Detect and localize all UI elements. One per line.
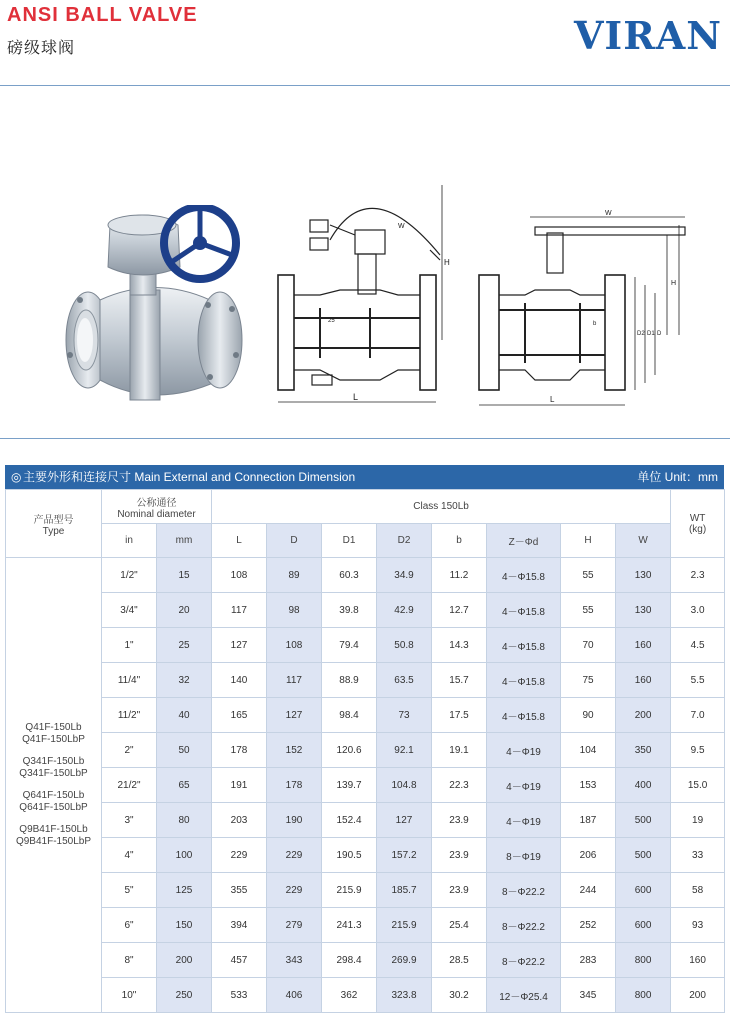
- cell-b: 14.3: [432, 628, 487, 663]
- cell-wt: 4.5: [671, 628, 725, 663]
- cell-D2: 127: [377, 803, 432, 838]
- cell-mm: 15: [157, 558, 212, 593]
- cell-mm: 200: [157, 943, 212, 978]
- cell-D1: 98.4: [322, 698, 377, 733]
- cell-D2: 63.5: [377, 663, 432, 698]
- cell-D1: 298.4: [322, 943, 377, 978]
- cell-wt: 15.0: [671, 768, 725, 803]
- cell-in: 3": [102, 803, 157, 838]
- cell-L: 203: [212, 803, 267, 838]
- cell-z-phi-d: 8－Φ22.2: [487, 943, 561, 978]
- table-title-bar: [5, 465, 724, 489]
- cell-D1: 79.4: [322, 628, 377, 663]
- cell-wt: 7.0: [671, 698, 725, 733]
- cell-wt: 160: [671, 943, 725, 978]
- cell-mm: 125: [157, 873, 212, 908]
- cell-in: 21/2": [102, 768, 157, 803]
- cell-L: 191: [212, 768, 267, 803]
- cell-W: 130: [616, 593, 671, 628]
- cell-in: 1": [102, 628, 157, 663]
- cell-b: 30.2: [432, 978, 487, 1013]
- cell-in: 8": [102, 943, 157, 978]
- cell-z-phi-d: 4－Φ15.8: [487, 628, 561, 663]
- label-W-side: W: [605, 210, 612, 217]
- cell-L: 165: [212, 698, 267, 733]
- label-b: b: [593, 321, 597, 327]
- table-title-text: 主要外形和连接尺寸 Main External and Connection Dimension: [23, 470, 356, 484]
- subheader-D2: D2: [377, 524, 432, 558]
- header-type: 产品型号 Type: [6, 490, 102, 558]
- cell-z-phi-d: 8－Φ22.2: [487, 873, 561, 908]
- cell-mm: 50: [157, 733, 212, 768]
- cell-L: 457: [212, 943, 267, 978]
- cell-mm: 65: [157, 768, 212, 803]
- cell-W: 160: [616, 628, 671, 663]
- type-item: Q341F-150Lb: [22, 756, 85, 767]
- circle-bullet-icon: ◎: [11, 470, 22, 484]
- mid-rule: [0, 438, 730, 439]
- cell-b: 11.2: [432, 558, 487, 593]
- type-item: Q9B41F-150LbP: [15, 836, 92, 847]
- cell-z-phi-d: 4－Φ15.8: [487, 698, 561, 733]
- cell-z-phi-d: 4－Φ15.8: [487, 558, 561, 593]
- subheader-in: in: [102, 524, 157, 558]
- cell-D: 152: [267, 733, 322, 768]
- table-row: [6, 698, 725, 733]
- cell-z-phi-d: 8－Φ19: [487, 838, 561, 873]
- cell-wt: 19: [671, 803, 725, 838]
- cell-in: 2": [102, 733, 157, 768]
- label-H-side: H: [671, 280, 677, 287]
- product-photo: [60, 205, 250, 410]
- cell-W: 130: [616, 558, 671, 593]
- cell-W: 200: [616, 698, 671, 733]
- cell-W: 350: [616, 733, 671, 768]
- subheader-mm: mm: [157, 524, 212, 558]
- cell-W: 800: [616, 943, 671, 978]
- table-body: [6, 558, 725, 1013]
- type-list-cell: [6, 558, 102, 1013]
- cell-wt: 58: [671, 873, 725, 908]
- top-rule: [0, 85, 730, 86]
- label-D1: D1: [647, 331, 655, 337]
- cell-L: 140: [212, 663, 267, 698]
- table-row: [6, 803, 725, 838]
- cell-in: 3/4": [102, 593, 157, 628]
- table-row: [6, 593, 725, 628]
- table-row: [6, 943, 725, 978]
- cell-z-phi-d: 4－Φ15.8: [487, 593, 561, 628]
- cell-z-phi-d: 4－Φ19: [487, 733, 561, 768]
- product-subtitle: 磅级球阀: [7, 40, 76, 57]
- type-item: Q641F-150LbP: [19, 802, 88, 813]
- dimension-table: [5, 489, 725, 1013]
- cell-D2: 323.8: [377, 978, 432, 1013]
- cell-D2: 104.8: [377, 768, 432, 803]
- cell-L: 117: [212, 593, 267, 628]
- cell-D: 229: [267, 838, 322, 873]
- cell-in: 5": [102, 873, 157, 908]
- cell-W: 600: [616, 873, 671, 908]
- subheader-z-phi-d: Z－Φd: [487, 524, 561, 558]
- cell-D: 108: [267, 628, 322, 663]
- cell-D2: 50.8: [377, 628, 432, 663]
- cell-wt: 200: [671, 978, 725, 1013]
- cell-z-phi-d: 4－Φ19: [487, 768, 561, 803]
- cell-z-phi-d: 12－Φ25.4: [487, 978, 561, 1013]
- cell-mm: 100: [157, 838, 212, 873]
- cell-D1: 139.7: [322, 768, 377, 803]
- cell-mm: 150: [157, 908, 212, 943]
- cell-L: 108: [212, 558, 267, 593]
- cell-H: 206: [561, 838, 616, 873]
- product-title: ANSI BALL VALVE: [7, 4, 198, 26]
- cell-D: 89: [267, 558, 322, 593]
- type-item: Q9B41F-150Lb: [19, 824, 88, 835]
- cell-in: 11/2": [102, 698, 157, 733]
- type-item: Q41F-150Lb: [25, 722, 82, 733]
- header-class: Class 150Lb: [212, 490, 671, 524]
- cell-D: 229: [267, 873, 322, 908]
- label-D2: D2: [637, 331, 645, 337]
- cell-D1: 190.5: [322, 838, 377, 873]
- cell-in: 10": [102, 978, 157, 1013]
- cell-D1: 241.3: [322, 908, 377, 943]
- cell-D2: 269.9: [377, 943, 432, 978]
- cell-D: 406: [267, 978, 322, 1013]
- table-row: [6, 628, 725, 663]
- cell-D1: 60.3: [322, 558, 377, 593]
- subheader-H: H: [561, 524, 616, 558]
- cell-D: 343: [267, 943, 322, 978]
- cell-L: 127: [212, 628, 267, 663]
- label-W-front: W: [398, 223, 405, 230]
- cell-W: 600: [616, 908, 671, 943]
- cell-D2: 92.1: [377, 733, 432, 768]
- cell-L: 355: [212, 873, 267, 908]
- table-row: [6, 978, 725, 1013]
- type-item: Q341F-150LbP: [19, 768, 88, 779]
- cell-mm: 40: [157, 698, 212, 733]
- cell-D2: 215.9: [377, 908, 432, 943]
- cell-b: 23.9: [432, 803, 487, 838]
- cell-b: 12.7: [432, 593, 487, 628]
- cell-z-phi-d: 4－Φ19: [487, 803, 561, 838]
- cell-in: 6": [102, 908, 157, 943]
- cell-D2: 73: [377, 698, 432, 733]
- cell-D: 190: [267, 803, 322, 838]
- cell-W: 800: [616, 978, 671, 1013]
- table-title: [11, 465, 355, 489]
- header-nominal: 公称通径 Nominal diameter: [102, 490, 212, 524]
- cell-wt: 33: [671, 838, 725, 873]
- brand-logo: VIRAN: [573, 13, 722, 58]
- cell-wt: 9.5: [671, 733, 725, 768]
- cell-H: 55: [561, 558, 616, 593]
- cell-L: 394: [212, 908, 267, 943]
- cell-D1: 152.4: [322, 803, 377, 838]
- cell-in: 11/4": [102, 663, 157, 698]
- cell-H: 104: [561, 733, 616, 768]
- cell-b: 23.9: [432, 838, 487, 873]
- type-item: Q641F-150Lb: [22, 790, 85, 801]
- cell-L: 533: [212, 978, 267, 1013]
- cell-W: 500: [616, 803, 671, 838]
- cell-D1: 120.6: [322, 733, 377, 768]
- cell-wt: 3.0: [671, 593, 725, 628]
- cell-in: 1/2": [102, 558, 157, 593]
- cell-D1: 39.8: [322, 593, 377, 628]
- cell-D2: 157.2: [377, 838, 432, 873]
- cell-in: 4": [102, 838, 157, 873]
- cell-mm: 32: [157, 663, 212, 698]
- table-row: [6, 908, 725, 943]
- label-size-mark: 25: [328, 318, 335, 324]
- cell-D2: 185.7: [377, 873, 432, 908]
- subheader-D1: D1: [322, 524, 377, 558]
- cell-b: 28.5: [432, 943, 487, 978]
- cell-H: 252: [561, 908, 616, 943]
- cell-b: 22.3: [432, 768, 487, 803]
- label-L-side: L: [550, 395, 555, 404]
- cell-b: 19.1: [432, 733, 487, 768]
- cell-D2: 34.9: [377, 558, 432, 593]
- cell-wt: 2.3: [671, 558, 725, 593]
- cell-W: 400: [616, 768, 671, 803]
- type-item: Q41F-150LbP: [22, 734, 85, 745]
- cell-D1: 215.9: [322, 873, 377, 908]
- subheader-b: b: [432, 524, 487, 558]
- cell-b: 15.7: [432, 663, 487, 698]
- cell-mm: 20: [157, 593, 212, 628]
- table-row: [6, 768, 725, 803]
- cell-b: 25.4: [432, 908, 487, 943]
- cell-D: 279: [267, 908, 322, 943]
- table-row: [6, 873, 725, 908]
- table-row: [6, 558, 725, 593]
- cell-H: 75: [561, 663, 616, 698]
- cell-mm: 25: [157, 628, 212, 663]
- cell-H: 70: [561, 628, 616, 663]
- table-row: [6, 838, 725, 873]
- cell-H: 187: [561, 803, 616, 838]
- table-unit: 单位 Unit：mm: [637, 470, 718, 484]
- cell-D2: 42.9: [377, 593, 432, 628]
- cell-D1: 88.9: [322, 663, 377, 698]
- subheader-L: L: [212, 524, 267, 558]
- technical-drawing-gear: [270, 180, 450, 410]
- subheader-D: D: [267, 524, 322, 558]
- header-wt: WT (kg): [671, 490, 725, 558]
- cell-H: 55: [561, 593, 616, 628]
- cell-b: 23.9: [432, 873, 487, 908]
- cell-mm: 250: [157, 978, 212, 1013]
- cell-H: 345: [561, 978, 616, 1013]
- cell-H: 153: [561, 768, 616, 803]
- table-row: [6, 733, 725, 768]
- cell-z-phi-d: 4－Φ15.8: [487, 663, 561, 698]
- cell-L: 178: [212, 733, 267, 768]
- label-H-front: H: [444, 258, 450, 267]
- cell-z-phi-d: 8－Φ22.2: [487, 908, 561, 943]
- cell-D1: 362: [322, 978, 377, 1013]
- cell-H: 283: [561, 943, 616, 978]
- cell-W: 160: [616, 663, 671, 698]
- table-row: [6, 663, 725, 698]
- cell-L: 229: [212, 838, 267, 873]
- cell-D: 178: [267, 768, 322, 803]
- technical-drawing-lever: [475, 205, 695, 410]
- cell-W: 500: [616, 838, 671, 873]
- cell-H: 244: [561, 873, 616, 908]
- cell-D: 127: [267, 698, 322, 733]
- cell-D: 98: [267, 593, 322, 628]
- label-L: L: [353, 392, 359, 402]
- cell-wt: 93: [671, 908, 725, 943]
- cell-D: 117: [267, 663, 322, 698]
- label-D: D: [657, 331, 662, 337]
- cell-mm: 80: [157, 803, 212, 838]
- cell-H: 90: [561, 698, 616, 733]
- cell-b: 17.5: [432, 698, 487, 733]
- cell-wt: 5.5: [671, 663, 725, 698]
- subheader-W: W: [616, 524, 671, 558]
